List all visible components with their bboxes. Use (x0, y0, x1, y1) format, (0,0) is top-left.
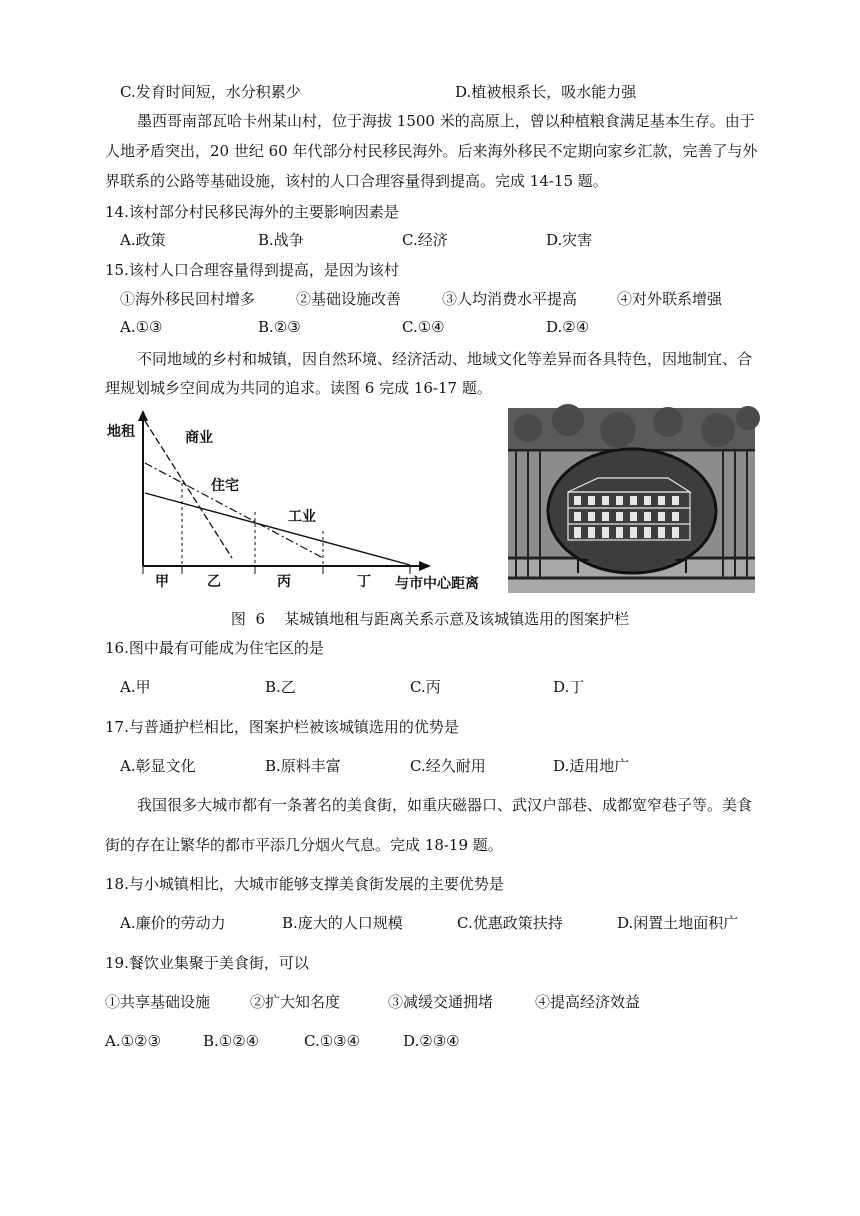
figure-caption: 图 6 某城镇地租与距离关系示意及该城镇选用的图案护栏 (230, 610, 630, 628)
zone-label-jia: 甲 (155, 574, 169, 590)
residential-label: 住宅 (211, 478, 239, 494)
q19-item-3: ③减缓交通拥堵 (388, 993, 494, 1011)
industrial-rent-line (145, 493, 410, 565)
q18-option-d: D.闲置土地面积广 (617, 914, 739, 932)
passage1-line1: 墨西哥南部瓦哈卡州某山村，位于海拔 1500 米的高原上，曾以种植粮食满足基本生存。由于 (137, 112, 755, 130)
guardrail-photo (508, 408, 755, 593)
q18-option-c: C.优惠政策扶持 (457, 914, 563, 932)
q14-stem: 14.该村部分村民移民海外的主要影响因素是 (105, 203, 399, 221)
industrial-label: 工业 (288, 509, 316, 525)
passage3-line2: 街的存在让繁华的都市平添几分烟火气息。完成 18-19 题。 (105, 836, 503, 854)
passage2-line1: 不同地域的乡村和城镇，因自然环境、经济活动、地域文化等差异而各具特色，因地制宜、合 (137, 350, 753, 368)
q18-option-b: B.庞大的人口规模 (282, 914, 403, 932)
q19-option-a: A.①②③ (105, 1032, 161, 1050)
q17-stem: 17.与普通护栏相比，图案护栏被该城镇选用的优势是 (105, 718, 459, 736)
q17-option-d: D.适用地广 (553, 757, 630, 775)
q14-option-c: C.经济 (402, 231, 448, 249)
q14-option-d: D.灾害 (546, 231, 593, 249)
passage3-line1: 我国很多大城市都有一条著名的美食街，如重庆磁器口、武汉户部巷、成都宽窄巷子等。美食 (137, 796, 753, 814)
passage1-line2: 人地矛盾突出，20 世纪 60 年代部分村民移民海外。后来海外移民不定期向家乡汇款，完善了与外 (105, 142, 758, 160)
y-axis-label: 地租 (107, 424, 135, 440)
q15-stem: 15.该村人口合理容量得到提高，是因为该村 (105, 261, 399, 279)
q19-option-b: B.①②④ (203, 1032, 260, 1050)
zone-label-ding: 丁 (357, 574, 371, 590)
q16-stem: 16.图中最有可能成为住宅区的是 (105, 639, 324, 657)
x-axis-label: 与市中心距离 (395, 576, 479, 592)
q19-item-1: ①共享基础设施 (105, 993, 211, 1011)
q18-stem: 18.与小城镇相比，大城市能够支撑美食街发展的主要优势是 (105, 875, 504, 893)
zone-label-bing: 丙 (277, 574, 291, 590)
q16-option-b: B.乙 (265, 678, 296, 696)
q19-option-c: C.①③④ (304, 1032, 361, 1050)
x-axis-arrow (419, 561, 431, 571)
q17-option-b: B.原料丰富 (265, 757, 341, 775)
rent-distance-diagram (105, 408, 479, 593)
q14-option-a: A.政策 (120, 231, 166, 249)
q15-item-3: ③人均消费水平提高 (442, 290, 578, 308)
zone-label-yi: 乙 (207, 574, 221, 590)
q13-option-d: D.植被根系长，吸水能力强 (455, 83, 637, 101)
q16-option-c: C.丙 (410, 678, 441, 696)
q15-option-a: A.①③ (120, 318, 163, 336)
q15-item-1: ①海外移民回村增多 (120, 290, 256, 308)
q19-item-2: ②扩大知名度 (250, 993, 341, 1011)
q18-option-a: A.廉价的劳动力 (120, 914, 226, 932)
passage1-line3: 界联系的公路等基础设施，该村的人口合理容量得到提高。完成 14-15 题。 (105, 172, 608, 190)
q17-option-a: A.彰显文化 (120, 757, 196, 775)
q15-item-2: ②基础设施改善 (296, 290, 402, 308)
q19-option-d: D.②③④ (403, 1032, 460, 1050)
q13-option-c: C.发育时间短，水分积累少 (120, 83, 301, 101)
passage2-line2: 理规划城乡空间成为共同的追求。读图 6 完成 16-17 题。 (105, 379, 492, 397)
q19-item-4: ④提高经济效益 (535, 993, 641, 1011)
commercial-label: 商业 (185, 430, 213, 446)
y-axis-arrow (138, 410, 148, 421)
q15-option-c: C.①④ (402, 318, 445, 336)
q19-stem: 19.餐饮业集聚于美食街，可以 (105, 954, 309, 972)
q15-item-4: ④对外联系增强 (617, 290, 723, 308)
q17-option-c: C.经久耐用 (410, 757, 486, 775)
q15-option-b: B.②③ (258, 318, 301, 336)
q16-option-a: A.甲 (120, 678, 151, 696)
q15-option-d: D.②④ (546, 318, 590, 336)
q14-option-b: B.战争 (258, 231, 304, 249)
q16-option-d: D.丁 (553, 678, 585, 696)
